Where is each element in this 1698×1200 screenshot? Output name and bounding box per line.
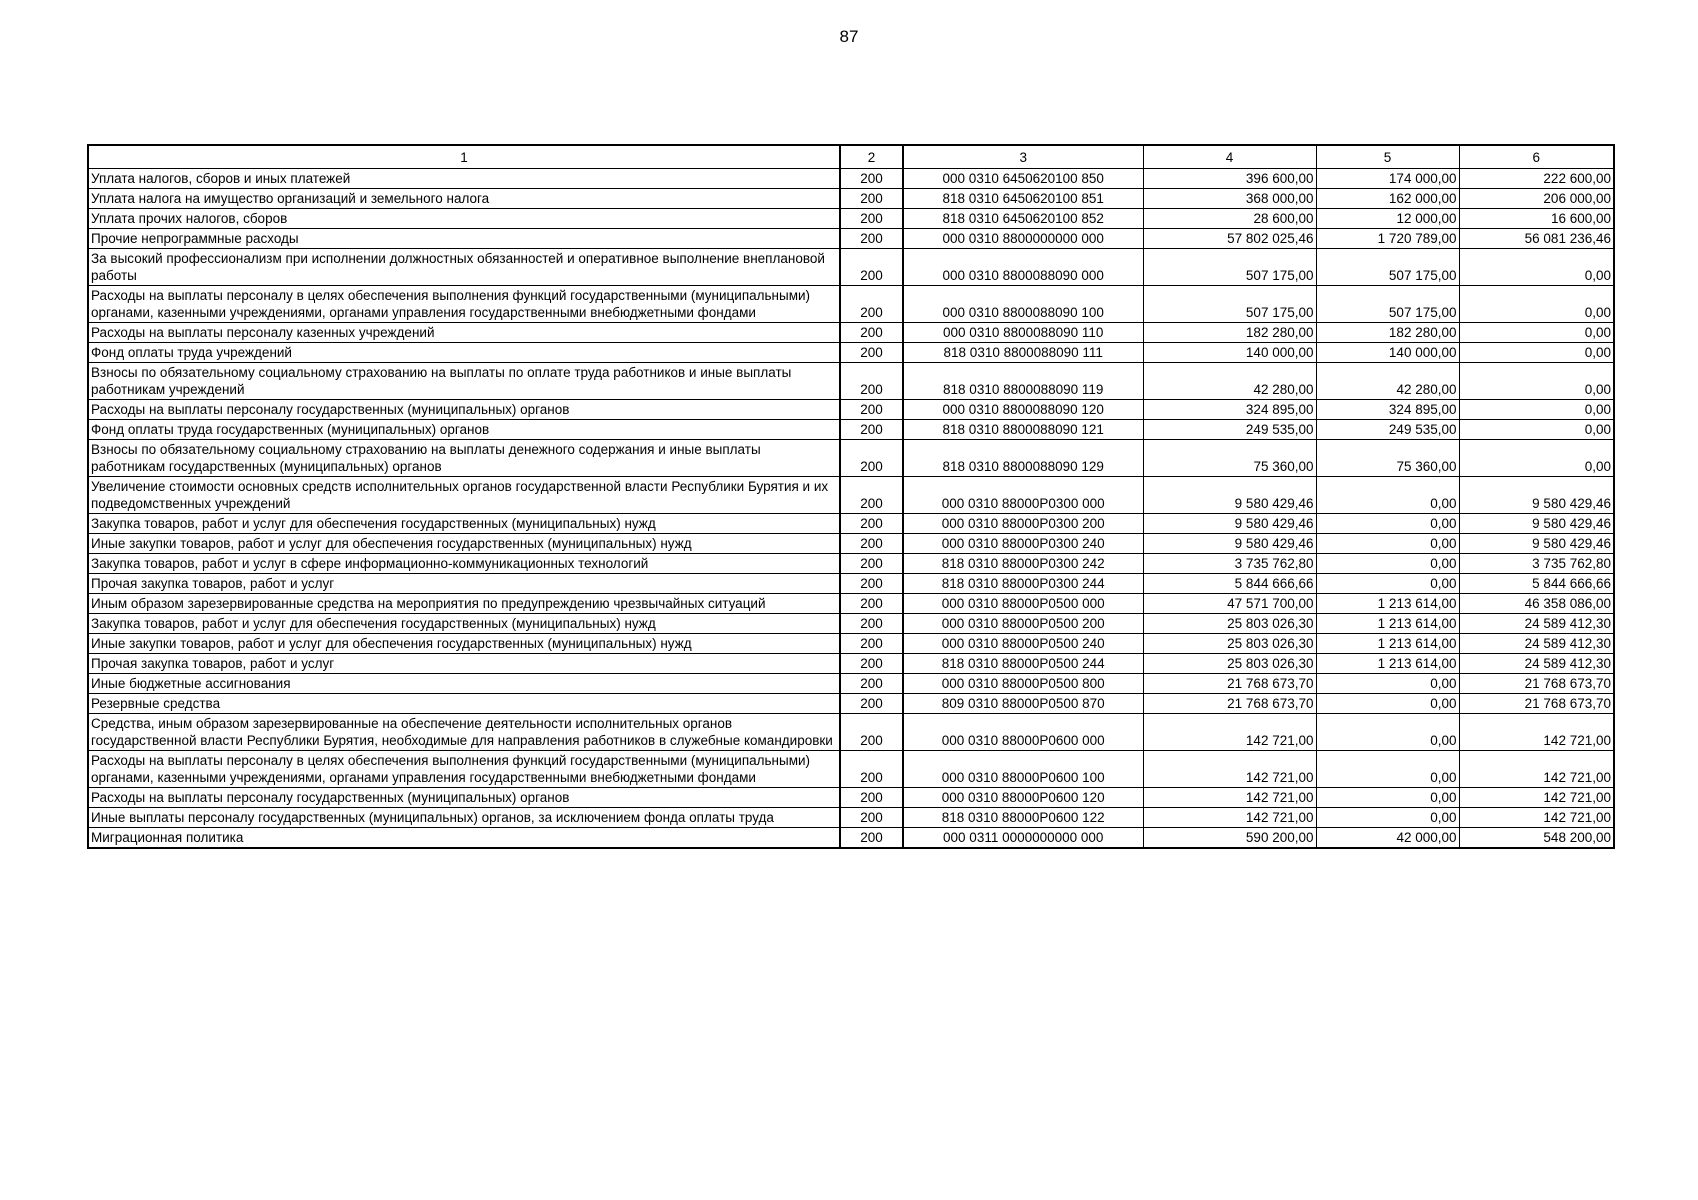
amount-col6-cell: 142 721,00 <box>1459 714 1614 751</box>
amount-col6-cell: 0,00 <box>1459 323 1614 343</box>
amount-col4-cell: 9 580 429,46 <box>1143 477 1316 514</box>
table-row <box>88 229 1614 249</box>
amount-col4-cell: 142 721,00 <box>1143 751 1316 788</box>
expense-name-cell: За высокий профессионализм при исполнении должностных обязанностей и оперативное выполнение внеплановой работы <box>88 249 840 286</box>
amount-col4-cell: 21 768 673,70 <box>1143 674 1316 694</box>
column-2-cell: 200 <box>840 554 903 574</box>
column-2-cell: 200 <box>840 574 903 594</box>
column-header-6: 6 <box>1459 145 1614 169</box>
column-2-cell: 200 <box>840 286 903 323</box>
column-2-cell: 200 <box>840 323 903 343</box>
amount-col6-cell: 56 081 236,46 <box>1459 229 1614 249</box>
table-row <box>88 751 1614 788</box>
amount-col5-cell: 1 213 614,00 <box>1316 634 1459 654</box>
amount-col5-cell: 507 175,00 <box>1316 286 1459 323</box>
table-row <box>88 614 1614 634</box>
expense-name-cell: Уплата налогов, сборов и иных платежей <box>88 169 840 189</box>
amount-col4-cell: 5 844 666,66 <box>1143 574 1316 594</box>
expense-name-cell: Расходы на выплаты персоналу государственных (муниципальных) органов <box>88 400 840 420</box>
amount-col5-cell: 0,00 <box>1316 534 1459 554</box>
amount-col4-cell: 142 721,00 <box>1143 788 1316 808</box>
table-row <box>88 249 1614 286</box>
expense-name-cell: Взносы по обязательному социальному страхованию на выплаты денежного содержания и иные выплаты работникам государственных (муниципальных) органов <box>88 440 840 477</box>
column-2-cell: 200 <box>840 189 903 209</box>
amount-col5-cell: 1 213 614,00 <box>1316 654 1459 674</box>
column-2-cell: 200 <box>840 229 903 249</box>
table-row <box>88 514 1614 534</box>
amount-col6-cell: 5 844 666,66 <box>1459 574 1614 594</box>
amount-col5-cell: 0,00 <box>1316 574 1459 594</box>
amount-col5-cell: 0,00 <box>1316 751 1459 788</box>
column-2-cell: 200 <box>840 440 903 477</box>
amount-col6-cell: 21 768 673,70 <box>1459 694 1614 714</box>
column-2-cell: 200 <box>840 343 903 363</box>
amount-col4-cell: 142 721,00 <box>1143 808 1316 828</box>
amount-col5-cell: 140 000,00 <box>1316 343 1459 363</box>
classification-code-cell: 818 0310 88000P0300 242 <box>903 554 1143 574</box>
table-row <box>88 634 1614 654</box>
amount-col6-cell: 0,00 <box>1459 400 1614 420</box>
amount-col4-cell: 3 735 762,80 <box>1143 554 1316 574</box>
amount-col4-cell: 368 000,00 <box>1143 189 1316 209</box>
amount-col4-cell: 396 600,00 <box>1143 169 1316 189</box>
column-2-cell: 200 <box>840 634 903 654</box>
classification-code-cell: 818 0310 8800088090 121 <box>903 420 1143 440</box>
amount-col5-cell: 0,00 <box>1316 674 1459 694</box>
expense-name-cell: Уплата прочих налогов, сборов <box>88 209 840 229</box>
expense-name-cell: Иные бюджетные ассигнования <box>88 674 840 694</box>
table-row <box>88 363 1614 400</box>
column-2-cell: 200 <box>840 614 903 634</box>
column-2-cell: 200 <box>840 534 903 554</box>
expense-name-cell: Миграционная политика <box>88 828 840 849</box>
amount-col5-cell: 0,00 <box>1316 694 1459 714</box>
classification-code-cell: 000 0310 88000P0500 800 <box>903 674 1143 694</box>
table-row <box>88 343 1614 363</box>
amount-col6-cell: 548 200,00 <box>1459 828 1614 849</box>
amount-col5-cell: 0,00 <box>1316 788 1459 808</box>
amount-col6-cell: 0,00 <box>1459 249 1614 286</box>
amount-col5-cell: 42 000,00 <box>1316 828 1459 849</box>
classification-code-cell: 000 0310 8800000000 000 <box>903 229 1143 249</box>
column-2-cell: 200 <box>840 694 903 714</box>
amount-col6-cell: 0,00 <box>1459 363 1614 400</box>
table-row <box>88 323 1614 343</box>
amount-col5-cell: 182 280,00 <box>1316 323 1459 343</box>
amount-col5-cell: 162 000,00 <box>1316 189 1459 209</box>
table-row <box>88 714 1614 751</box>
expense-name-cell: Прочие непрограммные расходы <box>88 229 840 249</box>
budget-table <box>87 144 1615 849</box>
amount-col4-cell: 9 580 429,46 <box>1143 534 1316 554</box>
expense-name-cell: Иные закупки товаров, работ и услуг для обеспечения государственных (муниципальных) нужд <box>88 634 840 654</box>
classification-code-cell: 000 0310 88000P0300 000 <box>903 477 1143 514</box>
expense-name-cell: Средства, иным образом зарезервированные на обеспечение деятельности исполнительных органов государственной власти Республики Бурятия, необходимые для направления работников в служебные командировки <box>88 714 840 751</box>
amount-col6-cell: 0,00 <box>1459 420 1614 440</box>
amount-col4-cell: 249 535,00 <box>1143 420 1316 440</box>
amount-col5-cell: 249 535,00 <box>1316 420 1459 440</box>
classification-code-cell: 000 0310 88000P0600 120 <box>903 788 1143 808</box>
amount-col6-cell: 0,00 <box>1459 440 1614 477</box>
header-row <box>88 145 1614 169</box>
amount-col4-cell: 42 280,00 <box>1143 363 1316 400</box>
amount-col6-cell: 0,00 <box>1459 286 1614 323</box>
expense-name-cell: Фонд оплаты труда государственных (муниципальных) органов <box>88 420 840 440</box>
amount-col4-cell: 47 571 700,00 <box>1143 594 1316 614</box>
amount-col5-cell: 1 213 614,00 <box>1316 594 1459 614</box>
column-2-cell: 200 <box>840 477 903 514</box>
classification-code-cell: 818 0310 88000P0500 244 <box>903 654 1143 674</box>
table-row <box>88 209 1614 229</box>
expense-name-cell: Закупка товаров, работ и услуг в сфере информационно-коммуникационных технологий <box>88 554 840 574</box>
amount-col6-cell: 9 580 429,46 <box>1459 534 1614 554</box>
amount-col6-cell: 46 358 086,00 <box>1459 594 1614 614</box>
table-row <box>88 169 1614 189</box>
classification-code-cell: 000 0310 8800088090 110 <box>903 323 1143 343</box>
table-row <box>88 189 1614 209</box>
table-row <box>88 554 1614 574</box>
expense-name-cell: Расходы на выплаты персоналу в целях обеспечения выполнения функций государственными (муниципальными) органами, казенными учреждениями, органами управления государственными внебюджетными фондами <box>88 751 840 788</box>
amount-col5-cell: 324 895,00 <box>1316 400 1459 420</box>
column-2-cell: 200 <box>840 674 903 694</box>
classification-code-cell: 000 0310 88000P0300 240 <box>903 534 1143 554</box>
expense-name-cell: Прочая закупка товаров, работ и услуг <box>88 574 840 594</box>
amount-col6-cell: 222 600,00 <box>1459 169 1614 189</box>
amount-col5-cell: 0,00 <box>1316 808 1459 828</box>
column-2-cell: 200 <box>840 249 903 286</box>
classification-code-cell: 000 0310 8800088090 120 <box>903 400 1143 420</box>
classification-code-cell: 818 0310 8800088090 111 <box>903 343 1143 363</box>
column-2-cell: 200 <box>840 808 903 828</box>
classification-code-cell: 000 0310 88000P0600 100 <box>903 751 1143 788</box>
column-2-cell: 200 <box>840 363 903 400</box>
classification-code-cell: 818 0310 6450620100 852 <box>903 209 1143 229</box>
column-header-1: 1 <box>88 145 840 169</box>
classification-code-cell: 000 0311 0000000000 000 <box>903 828 1143 849</box>
column-2-cell: 200 <box>840 594 903 614</box>
table-row <box>88 828 1614 849</box>
amount-col5-cell: 75 360,00 <box>1316 440 1459 477</box>
amount-col5-cell: 1 720 789,00 <box>1316 229 1459 249</box>
amount-col4-cell: 28 600,00 <box>1143 209 1316 229</box>
amount-col4-cell: 507 175,00 <box>1143 249 1316 286</box>
column-2-cell: 200 <box>840 788 903 808</box>
amount-col4-cell: 25 803 026,30 <box>1143 654 1316 674</box>
amount-col6-cell: 142 721,00 <box>1459 788 1614 808</box>
amount-col5-cell: 0,00 <box>1316 477 1459 514</box>
column-2-cell: 200 <box>840 420 903 440</box>
column-header-5: 5 <box>1316 145 1459 169</box>
amount-col5-cell: 12 000,00 <box>1316 209 1459 229</box>
expense-name-cell: Фонд оплаты труда учреждений <box>88 343 840 363</box>
column-2-cell: 200 <box>840 751 903 788</box>
classification-code-cell: 000 0310 88000P0500 240 <box>903 634 1143 654</box>
table-row <box>88 594 1614 614</box>
amount-col6-cell: 21 768 673,70 <box>1459 674 1614 694</box>
table-body <box>88 169 1614 849</box>
classification-code-cell: 818 0310 8800088090 129 <box>903 440 1143 477</box>
table-row <box>88 788 1614 808</box>
column-2-cell: 200 <box>840 514 903 534</box>
amount-col4-cell: 57 802 025,46 <box>1143 229 1316 249</box>
expense-name-cell: Закупка товаров, работ и услуг для обеспечения государственных (муниципальных) нужд <box>88 614 840 634</box>
classification-code-cell: 000 0310 88000P0500 000 <box>903 594 1143 614</box>
amount-col5-cell: 42 280,00 <box>1316 363 1459 400</box>
expense-name-cell: Расходы на выплаты персоналу государственных (муниципальных) органов <box>88 788 840 808</box>
column-header-3: 3 <box>903 145 1143 169</box>
amount-col6-cell: 9 580 429,46 <box>1459 477 1614 514</box>
classification-code-cell: 000 0310 88000P0600 000 <box>903 714 1143 751</box>
column-2-cell: 200 <box>840 400 903 420</box>
amount-col4-cell: 9 580 429,46 <box>1143 514 1316 534</box>
amount-col5-cell: 0,00 <box>1316 714 1459 751</box>
amount-col4-cell: 140 000,00 <box>1143 343 1316 363</box>
expense-name-cell: Резервные средства <box>88 694 840 714</box>
table-row <box>88 440 1614 477</box>
expense-name-cell: Увеличение стоимости основных средств исполнительных органов государственной власти Республики Бурятия и их подведомственных учреждений <box>88 477 840 514</box>
amount-col6-cell: 206 000,00 <box>1459 189 1614 209</box>
amount-col5-cell: 1 213 614,00 <box>1316 614 1459 634</box>
amount-col6-cell: 16 600,00 <box>1459 209 1614 229</box>
expense-name-cell: Прочая закупка товаров, работ и услуг <box>88 654 840 674</box>
amount-col4-cell: 25 803 026,30 <box>1143 614 1316 634</box>
column-2-cell: 200 <box>840 828 903 849</box>
column-2-cell: 200 <box>840 169 903 189</box>
table-row <box>88 477 1614 514</box>
classification-code-cell: 818 0310 88000P0300 244 <box>903 574 1143 594</box>
table-row <box>88 694 1614 714</box>
column-2-cell: 200 <box>840 654 903 674</box>
amount-col4-cell: 21 768 673,70 <box>1143 694 1316 714</box>
table-row <box>88 654 1614 674</box>
expense-name-cell: Иным образом зарезервированные средства на мероприятия по предупреждению чрезвычайных ситуаций <box>88 594 840 614</box>
expense-name-cell: Расходы на выплаты персоналу казенных учреждений <box>88 323 840 343</box>
expense-name-cell: Иные выплаты персоналу государственных (муниципальных) органов, за исключением фонда оплаты труда <box>88 808 840 828</box>
classification-code-cell: 809 0310 88000P0500 870 <box>903 694 1143 714</box>
column-2-cell: 200 <box>840 209 903 229</box>
classification-code-cell: 000 0310 88000P0300 200 <box>903 514 1143 534</box>
expense-name-cell: Иные закупки товаров, работ и услуг для обеспечения государственных (муниципальных) нужд <box>88 534 840 554</box>
classification-code-cell: 000 0310 8800088090 000 <box>903 249 1143 286</box>
classification-code-cell: 818 0310 8800088090 119 <box>903 363 1143 400</box>
amount-col6-cell: 24 589 412,30 <box>1459 614 1614 634</box>
amount-col4-cell: 324 895,00 <box>1143 400 1316 420</box>
amount-col5-cell: 174 000,00 <box>1316 169 1459 189</box>
table-row <box>88 420 1614 440</box>
classification-code-cell: 000 0310 6450620100 850 <box>903 169 1143 189</box>
amount-col6-cell: 0,00 <box>1459 343 1614 363</box>
amount-col5-cell: 507 175,00 <box>1316 249 1459 286</box>
amount-col4-cell: 507 175,00 <box>1143 286 1316 323</box>
classification-code-cell: 000 0310 8800088090 100 <box>903 286 1143 323</box>
table-row <box>88 574 1614 594</box>
table-row <box>88 286 1614 323</box>
amount-col6-cell: 24 589 412,30 <box>1459 634 1614 654</box>
amount-col6-cell: 9 580 429,46 <box>1459 514 1614 534</box>
table-row <box>88 534 1614 554</box>
column-2-cell: 200 <box>840 714 903 751</box>
classification-code-cell: 818 0310 6450620100 851 <box>903 189 1143 209</box>
amount-col6-cell: 142 721,00 <box>1459 751 1614 788</box>
column-header-4: 4 <box>1143 145 1316 169</box>
amount-col4-cell: 142 721,00 <box>1143 714 1316 751</box>
column-header-2: 2 <box>840 145 903 169</box>
classification-code-cell: 818 0310 88000P0600 122 <box>903 808 1143 828</box>
expense-name-cell: Расходы на выплаты персоналу в целях обеспечения выполнения функций государственными (муниципальными) органами, казенными учреждениями, органами управления государственными внебюджетными фондами <box>88 286 840 323</box>
amount-col5-cell: 0,00 <box>1316 554 1459 574</box>
expense-name-cell: Взносы по обязательному социальному страхованию на выплаты по оплате труда работников и иные выплаты работникам учреждений <box>88 363 840 400</box>
classification-code-cell: 000 0310 88000P0500 200 <box>903 614 1143 634</box>
amount-col6-cell: 142 721,00 <box>1459 808 1614 828</box>
expense-name-cell: Уплата налога на имущество организаций и земельного налога <box>88 189 840 209</box>
amount-col4-cell: 590 200,00 <box>1143 828 1316 849</box>
amount-col4-cell: 25 803 026,30 <box>1143 634 1316 654</box>
amount-col6-cell: 24 589 412,30 <box>1459 654 1614 674</box>
table-row <box>88 674 1614 694</box>
amount-col6-cell: 3 735 762,80 <box>1459 554 1614 574</box>
amount-col5-cell: 0,00 <box>1316 514 1459 534</box>
amount-col4-cell: 75 360,00 <box>1143 440 1316 477</box>
page-number: 87 <box>839 27 859 46</box>
table-row <box>88 400 1614 420</box>
expense-name-cell: Закупка товаров, работ и услуг для обеспечения государственных (муниципальных) нужд <box>88 514 840 534</box>
amount-col4-cell: 182 280,00 <box>1143 323 1316 343</box>
table-row <box>88 808 1614 828</box>
